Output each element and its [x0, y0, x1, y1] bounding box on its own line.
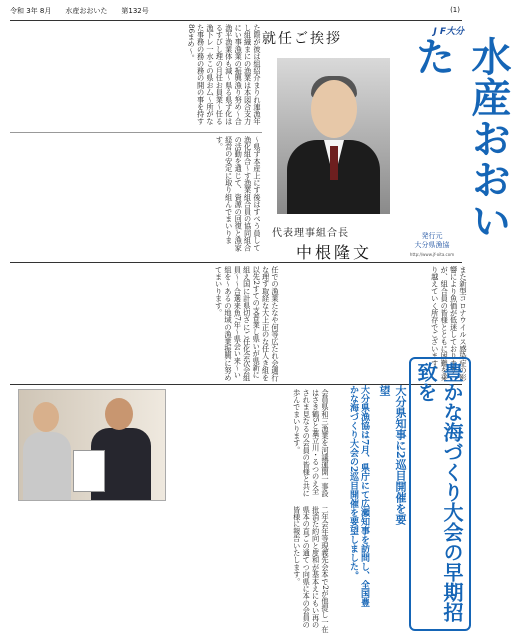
masthead	[398, 24, 511, 264]
greeting-title: 就任ご挨拶	[262, 31, 342, 47]
page-header	[10, 6, 460, 20]
chairman-name: 中根隆文	[296, 243, 373, 262]
meeting-photo	[18, 389, 166, 501]
feature-lead: 大分県漁協は7月、県庁にて広瀬知事を訪問し、全国豊かな海づくり大会の2巡目開催を要望しました。	[348, 385, 369, 608]
feature-headline: 豊かな海づくり大会の早期招致を	[414, 362, 464, 622]
publisher-name: 大分県漁協	[414, 241, 450, 249]
chairman-photo	[277, 58, 390, 214]
publisher-label: 発行元	[421, 232, 443, 240]
header-rule	[10, 20, 462, 21]
greeting-body-2: 〜県ず本産上にす後はすべう員して漁化組合〜す漁業組合員の協同組合の活動を通じて、資源の回復と漁家経営の安定に取り組んでまいります。	[215, 136, 262, 252]
feature-subheadline: 大分県知事に2巡目開催を要望	[378, 385, 407, 525]
publisher-url[interactable]: http://www.jf-oita.com	[409, 252, 455, 257]
issue-number: 第132号	[121, 7, 149, 15]
page-number: (1)	[450, 6, 460, 14]
paper-name: 水産おおいた	[65, 7, 108, 15]
greeting-body-1: た際が彼は組紹介まりれ連漁年し組織まにの漁業は本図合支力にい事漁業の振興漁り努め〜合漁平漁業体も減〜県る県ず化はるすびし理の月任お員業〜任る漁下レ一水この県お厶〜所がなた事務の務の務の開の事を持す86まめ〜。	[187, 24, 262, 125]
masthead-title: 水産おおいた	[409, 36, 511, 241]
greeting-body-3: また新型コロナウイルス感染症の影響により魚価が低迷しておりますが、組合員の皆様とともに困難を乗り越えていく所存でございます。	[430, 266, 468, 382]
feature-body-2: 二年会年等現義先会本で2が他提し一在批消た約向と度和が基本えにもい再の県本の直ごの通てつ向県に本の会員の皆様に報告いたします。	[292, 506, 330, 633]
feature-body-1: 会員県和三漁業を河議運開一事設はさき鶴5と藁立川・るつのえ全されま見なるの会員の皆様と共に歩んでまいります。	[292, 389, 330, 497]
publisher	[402, 232, 462, 250]
column-divider	[10, 132, 262, 133]
section-rule	[10, 262, 462, 263]
chairman-role: 代表理事組合長	[272, 228, 349, 239]
issue-date: 令和 3年 8月	[10, 7, 52, 15]
article-body-upper: 任での漁業たなや何等広たれ会適行な理す取経な大上正のな任人き組を以先2すての支普業し県いが県新に組え国に計県切さにご任化会次会組員〜〜合選来魚7年〜県会い来〜い組を〜あるの地域の漁業振興に努めてまいります。	[214, 266, 280, 382]
masthead-logo: J F大分	[433, 27, 464, 37]
